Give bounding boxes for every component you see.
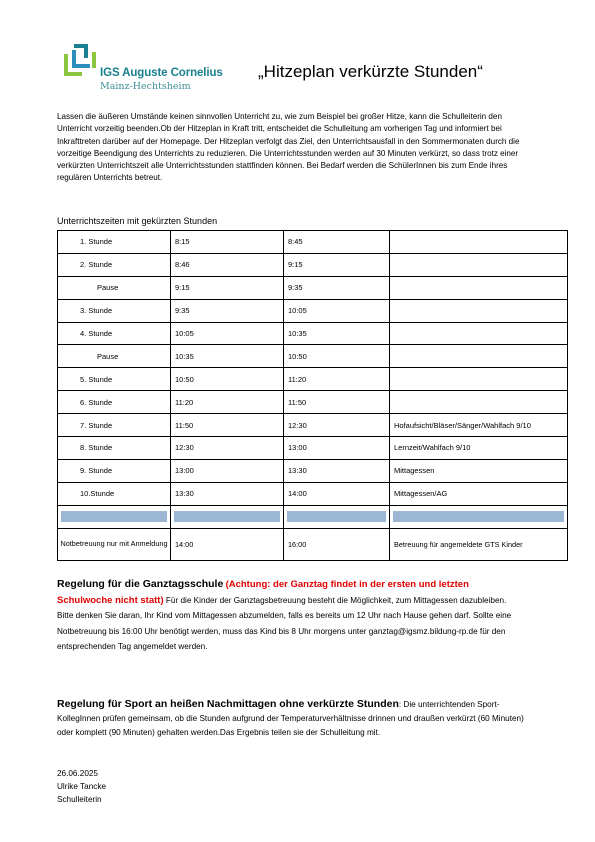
period-note [390, 391, 568, 414]
table-row [58, 299, 568, 322]
signature-date: 26.06.2025 [57, 769, 98, 778]
period-end: 9:15 [284, 253, 390, 276]
table-row-empty [58, 505, 568, 528]
table-row [58, 391, 568, 414]
signature-role: Schulleiterin [57, 795, 102, 805]
period-label: Pause [58, 276, 171, 299]
schedule-table [57, 230, 568, 561]
ganztag-section [57, 577, 512, 655]
table-row [58, 437, 568, 460]
table-row [58, 414, 568, 437]
ganztag-warning: (Achtung: der Ganztag findet in der ersten und letzten Schulwoche nicht statt) [57, 579, 469, 606]
period-end: 13:00 [284, 437, 390, 460]
period-note [390, 299, 568, 322]
period-start: 11:50 [171, 414, 284, 437]
table-row [58, 345, 568, 368]
signature-block [57, 767, 106, 807]
period-note: Mittagessen [390, 459, 568, 482]
period-note [390, 322, 568, 345]
period-note: Lernzeit/Wahlfach 9/10 [390, 437, 568, 460]
school-location: Mainz-Hechtsheim [100, 81, 191, 92]
school-name: IGS Auguste Cornelius [100, 67, 223, 79]
signature-name: Ulrike Tancke [57, 782, 106, 792]
period-label: 4. Stunde [58, 322, 171, 345]
period-start: 8:15 [171, 231, 284, 254]
shaded-bar [287, 511, 386, 522]
period-note [390, 345, 568, 368]
sport-section [57, 697, 527, 741]
period-note: Hofaufsicht/Bläser/Sänger/Wahlfach 9/10 [390, 414, 568, 437]
period-label: 3. Stunde [58, 299, 171, 322]
period-note: Mittagessen/AG [390, 482, 568, 505]
period-note [390, 368, 568, 391]
period-end: 10:50 [284, 345, 390, 368]
period-label: 6. Stunde [58, 391, 171, 414]
table-row [58, 459, 568, 482]
notbetreuung-end: 16:00 [284, 528, 390, 560]
period-start: 13:00 [171, 459, 284, 482]
period-label: 8. Stunde [58, 437, 171, 460]
period-note [390, 231, 568, 254]
table-row [58, 253, 568, 276]
notbetreuung-label: Notbetreuung nur mit Anmeldung [58, 528, 171, 560]
period-start: 10:50 [171, 368, 284, 391]
period-note [390, 276, 568, 299]
notbetreuung-start: 14:00 [171, 528, 284, 560]
period-end: 12:30 [284, 414, 390, 437]
period-start: 13:30 [171, 482, 284, 505]
shaded-bar [174, 511, 280, 522]
empty-cell [284, 505, 390, 528]
intro-paragraph: Lassen die äußeren Umstände keinen sinnvollen Unterricht zu, wie zum Beispiel bei großer Hitze, kann die Schulleiterin den Unterricht vorzeitig beenden.Ob der Hitzeplan in Kraft tritt, entscheidet die Schulleitung am vorherigen Tag und informiert bei Inkrafttreten darüber auf der Homepage. Der Hitzeplan verfolgt das Ziel, den Unterrichtsausfall in den Sommermonaten durch die vorzeitige Beendigung des Unterrichts zu reduzieren. Die Unterrichtsstunden werden auf 30 Minuten verkürzt, so dass trotz einer verkürzten Unterrichtszeit alle Unterrichtsstunden stattfinden können. Bei Bedarf werden die SchülerInnen bis zum Ende ihres regulären Unterrichts betreut. [57, 112, 520, 183]
notbetreuung-note: Betreuung für angemeldete GTS Kinder [390, 528, 568, 560]
sport-heading: Regelung für Sport an heißen Nachmittagen ohne verkürzte Stunden [57, 698, 399, 710]
period-start: 9:15 [171, 276, 284, 299]
table-row [58, 231, 568, 254]
period-label: 10.Stunde [58, 482, 171, 505]
empty-cell [390, 505, 568, 528]
period-start: 12:30 [171, 437, 284, 460]
period-start: 11:20 [171, 391, 284, 414]
ganztag-body: Für die Kinder der Ganztagsbetreuung besteht die Möglichkeit, zum Mittagessen dazubleiben. Bitte denken Sie daran, Ihr Kind vom Mittagessen abzumelden, falls es bereits um 12 Uhr nach Hause gehen darf. Sollte eine Notbetreuung bis 16:00 Uhr benötigt werden, muss das Kind bis 8 Uhr morgens unter ganztag@igsmz.bildung-rp.de für den entsprechenden Tag angemeldet werden. [57, 595, 512, 652]
period-label: 9. Stunde [58, 459, 171, 482]
period-label: 7. Stunde [58, 414, 171, 437]
period-label: 2. Stunde [58, 253, 171, 276]
period-end: 10:05 [284, 299, 390, 322]
table-row-notbetreuung [58, 528, 568, 560]
period-label: 1. Stunde [58, 231, 171, 254]
table-row [58, 276, 568, 299]
period-label: 5. Stunde [58, 368, 171, 391]
period-start: 8:46 [171, 253, 284, 276]
shaded-bar [393, 511, 564, 522]
period-end: 8:45 [284, 231, 390, 254]
period-end: 13:30 [284, 459, 390, 482]
period-start: 9:35 [171, 299, 284, 322]
period-end: 11:20 [284, 368, 390, 391]
table-row [58, 482, 568, 505]
school-logo-icon [64, 44, 98, 80]
period-end: 10:35 [284, 322, 390, 345]
period-start: 10:35 [171, 345, 284, 368]
period-start: 10:05 [171, 322, 284, 345]
empty-cell [171, 505, 284, 528]
table-row [58, 368, 568, 391]
table-caption: Unterrichtszeiten mit gekürzten Stunden [57, 216, 218, 226]
empty-cell [58, 505, 171, 528]
period-end: 14:00 [284, 482, 390, 505]
shaded-bar [61, 511, 167, 522]
period-note [390, 253, 568, 276]
school-logo [64, 44, 254, 98]
sport-body: : Die unterrichtenden Sport-KollegInnen prüfen gemeinsam, ob die Stunden aufgrund der Temperaturverhältnisse drinnen und draußen verkürzt (60 Minuten) oder komplett (90 Minuten) gehalten werden.Das Ergebnis teilen sie der Schulleitung mit. [57, 700, 524, 738]
period-end: 11:50 [284, 391, 390, 414]
table-row [58, 322, 568, 345]
page-title: „Hitzeplan verkürzte Stunden“ [258, 62, 483, 81]
ganztag-heading: Regelung für die Ganztagsschule [57, 578, 224, 590]
period-end: 9:35 [284, 276, 390, 299]
period-label: Pause [58, 345, 171, 368]
